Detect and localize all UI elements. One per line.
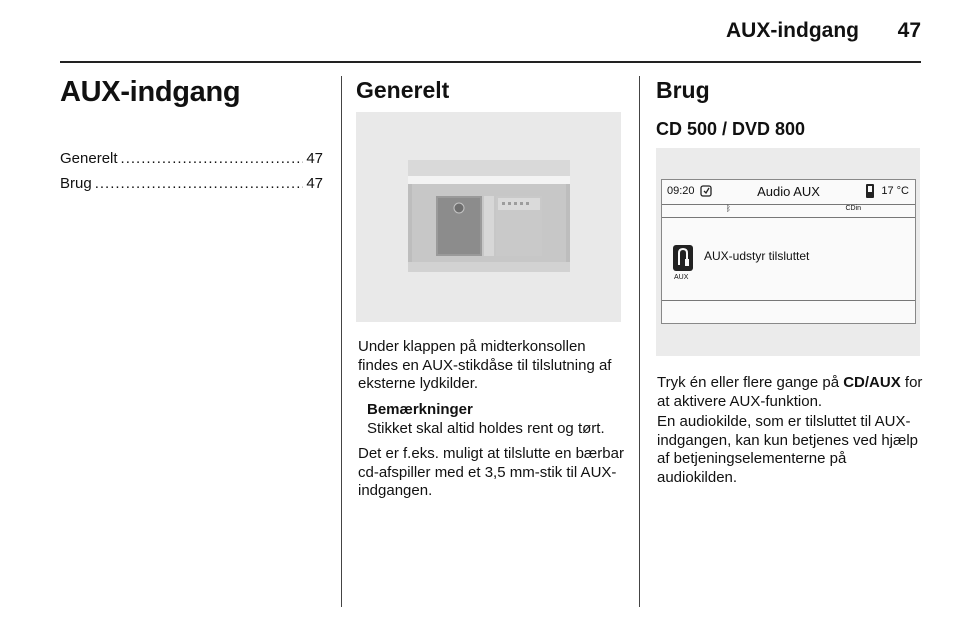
header-rule (60, 61, 921, 63)
bluetooth-icon: ᛒ (726, 204, 731, 213)
toc-entry-label: Brug (60, 175, 92, 192)
toc-entry-page: 47 (306, 150, 323, 167)
toc-leader-dots (121, 150, 304, 167)
screen-source-label: CDin (845, 205, 861, 212)
column-divider-left (341, 76, 342, 607)
section-title-generelt: Generelt (356, 77, 450, 103)
aux-socket-photo (356, 112, 621, 322)
subsection-title-cd500: CD 500 / DVD 800 (656, 119, 806, 139)
brug-paragraph-1-text: Tryk én eller flere gange på (657, 374, 844, 391)
screen-aux-label: AUX (674, 274, 689, 281)
audio-aux-screen (661, 179, 916, 324)
screen-status-message: AUX-udstyr tilsluttet (704, 249, 810, 263)
section-title-brug: Brug (656, 77, 710, 103)
screen-temperature: 17 °C (881, 185, 909, 197)
column-divider-right (639, 76, 640, 607)
note-title: Bemærkninger (367, 401, 473, 418)
running-header-title: AUX-indgang (726, 19, 859, 42)
chapter-title: AUX-indgang (60, 76, 241, 108)
screen-bottom-divider (662, 300, 915, 301)
note-text: Stikket skal altid holdes rent og tørt. (367, 419, 605, 437)
cd-aux-button-name: CD/AUX (843, 374, 901, 391)
brug-paragraph-1-text-end: for at aktivere AUX-funktion. (657, 374, 923, 410)
table-of-contents (60, 150, 323, 200)
screen-sub-bar (662, 205, 915, 218)
screen-title: Audio AUX (757, 184, 820, 199)
toc-entry-label: Generelt (60, 150, 118, 167)
aux-socket-illustration (356, 112, 621, 322)
generelt-paragraph-2: Det er f.eks. muligt at tilslutte en bærbar cd-afspiller med et 3,5 mm-stik til AUX-indgangen. (358, 445, 624, 499)
toc-entry-page: 47 (306, 175, 323, 192)
toc-entry-generelt[interactable] (60, 150, 323, 175)
toc-entry-brug[interactable] (60, 175, 323, 200)
phone-icon (865, 184, 875, 198)
page-number: 47 (897, 19, 921, 42)
toc-leader-dots (95, 175, 304, 192)
brug-paragraph-1 (657, 374, 923, 411)
screen-clock: 09:20 (667, 185, 695, 197)
brug-paragraph-2: En audiokilde, som er tilsluttet til AUX-indgangen, kan kun betjenes ved hjælp af betjeningselementerne på audiokilden. (657, 413, 919, 486)
note-box (367, 401, 635, 438)
radio-display-illustration (656, 148, 920, 356)
generelt-paragraph-1: Under klappen på midterkonsollen findes en AUX-stikdåse til tilslutning af eksterne lydkilder. (358, 338, 612, 392)
screen-status-bar (662, 180, 915, 205)
aux-input-icon (673, 245, 693, 271)
